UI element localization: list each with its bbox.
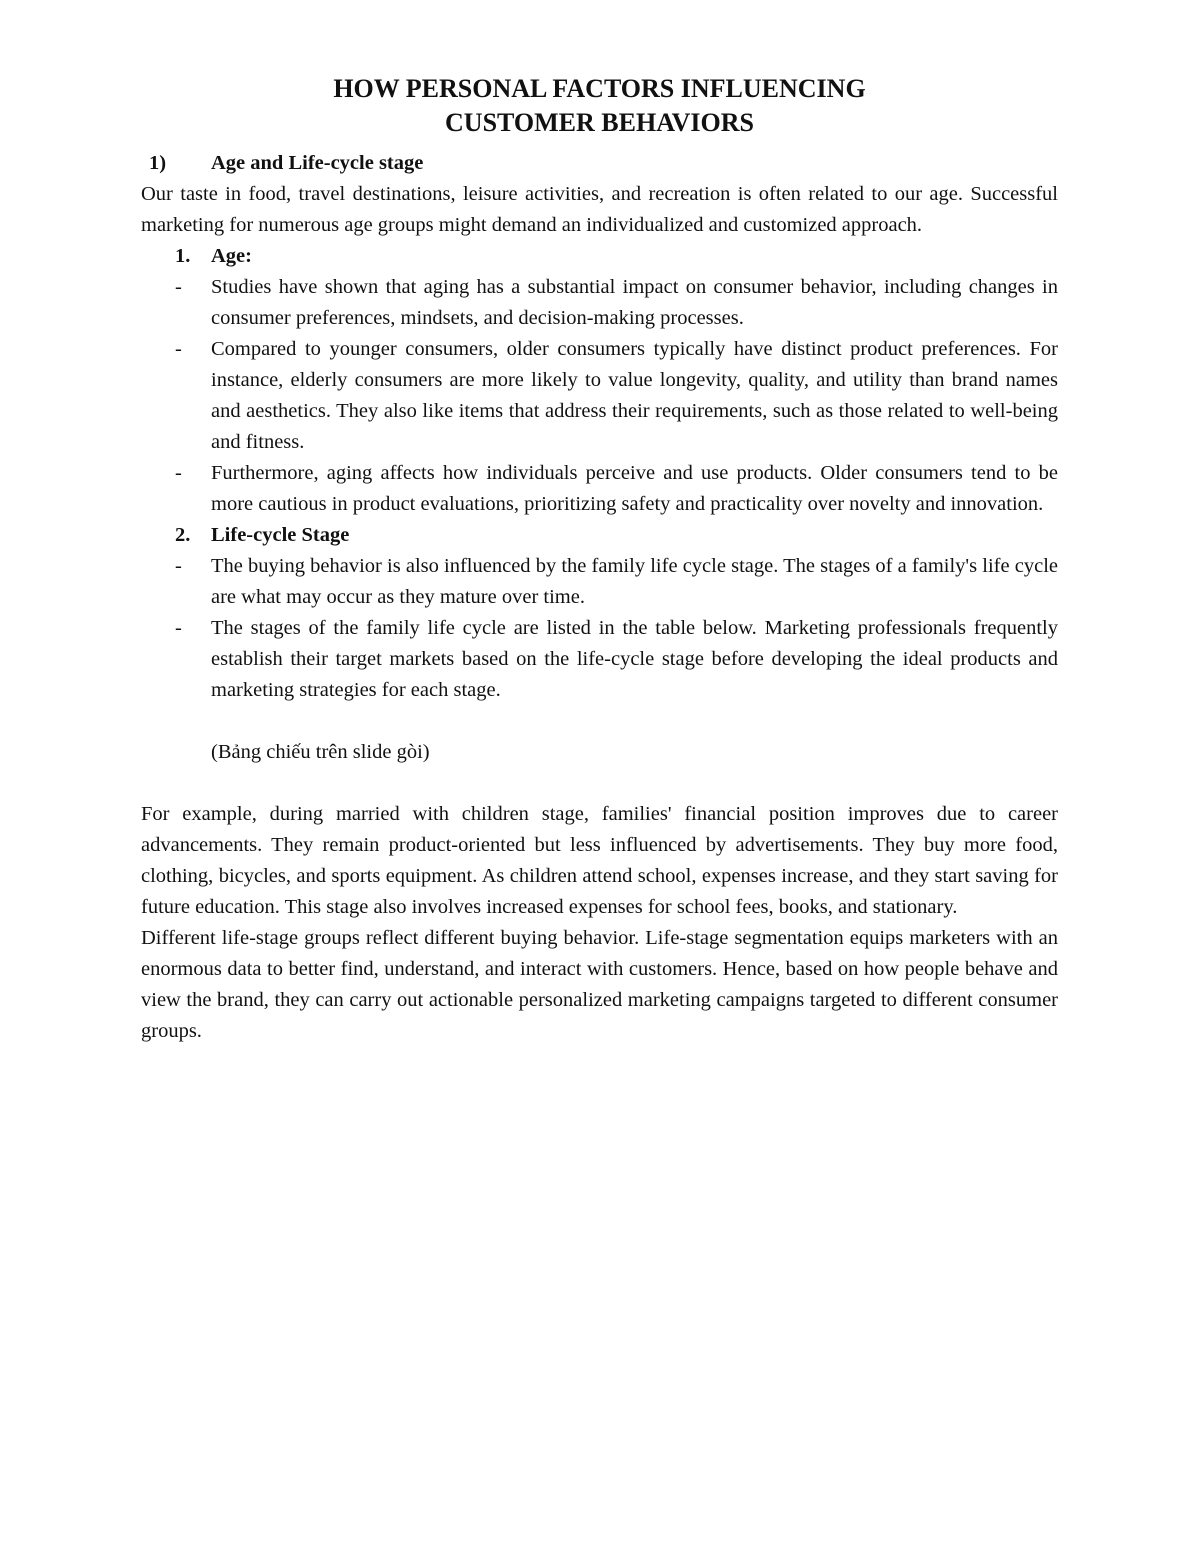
bullet-text: Compared to younger consumers, older consumers typically have distinct product preferences. For instance, elderly consumers are more likely to value longevity, quality, and utility than brand names and aesthetics. They also like items that address their requirements, such as those related to well-being and fitness. [211,338,1058,453]
bullet-dash: - [175,462,182,484]
age-heading [141,241,1058,272]
closing-paragraph-1: For example, during married with children stage, families' financial position improves due to career advancements. They remain product-oriented but less influenced by advertisements. They buy more food, clothing, bicycles, and sports equipment. As children attend school, expenses increase, and they start saving for future education. This stage also involves increased expenses for school fees, books, and stationary. [141,803,1058,918]
bullet-text: Studies have shown that aging has a substantial impact on consumer behavior, including changes in consumer preferences, mindsets, and decision-making processes. [211,276,1058,329]
bullet-text: Furthermore, aging affects how individuals perceive and use products. Older consumers tend to be more cautious in product evaluations, prioritizing safety and practicality over novelty and innovation. [211,462,1058,515]
bullet-dash: - [175,276,182,298]
list-item [141,613,1058,706]
section-1-intro: Our taste in food, travel destinations, leisure activities, and recreation is often related to our age. Successful marketing for numerous age groups might demand an individualized and customized approach. [141,183,1058,236]
list-item [141,458,1058,520]
document-title [141,72,1058,140]
closing-paragraph-2: Different life-stage groups reflect different buying behavior. Life-stage segmentation equips marketers with an enormous data to better find, understand, and interact with customers. Hence, based on how people behave and view the brand, they can carry out actionable personalized marketing campaigns targeted to different consumer groups. [141,927,1058,1042]
age-title: Age: [211,245,252,267]
bullet-text: The buying behavior is also influenced by the family life cycle stage. The stages of a family's life cycle are what may occur as they mature over time. [211,555,1058,608]
bullet-dash: - [175,555,182,577]
bullet-dash: - [175,338,182,360]
bullet-text: The stages of the family life cycle are listed in the table below. Marketing professionals frequently establish their target markets based on the life-cycle stage before developing the ideal products and marketing strategies for each stage. [211,617,1058,701]
list-item [141,334,1058,458]
section-1-number: 1) [149,152,167,174]
title-line-2: CUSTOMER BEHAVIORS [445,108,754,137]
section-1-heading [141,148,1058,179]
lifecycle-title: Life-cycle Stage [211,524,350,546]
bullet-dash: - [175,617,182,639]
lifecycle-heading [141,520,1058,551]
list-item [141,551,1058,613]
table-note: (Bảng chiếu trên slide gòi) [211,741,430,763]
title-line-1: HOW PERSONAL FACTORS INFLUENCING [333,74,866,103]
age-number: 1. [175,245,191,267]
document-page [141,72,1058,1047]
list-item [141,272,1058,334]
lifecycle-number: 2. [175,524,191,546]
section-1-title: Age and Life-cycle stage [211,152,424,174]
